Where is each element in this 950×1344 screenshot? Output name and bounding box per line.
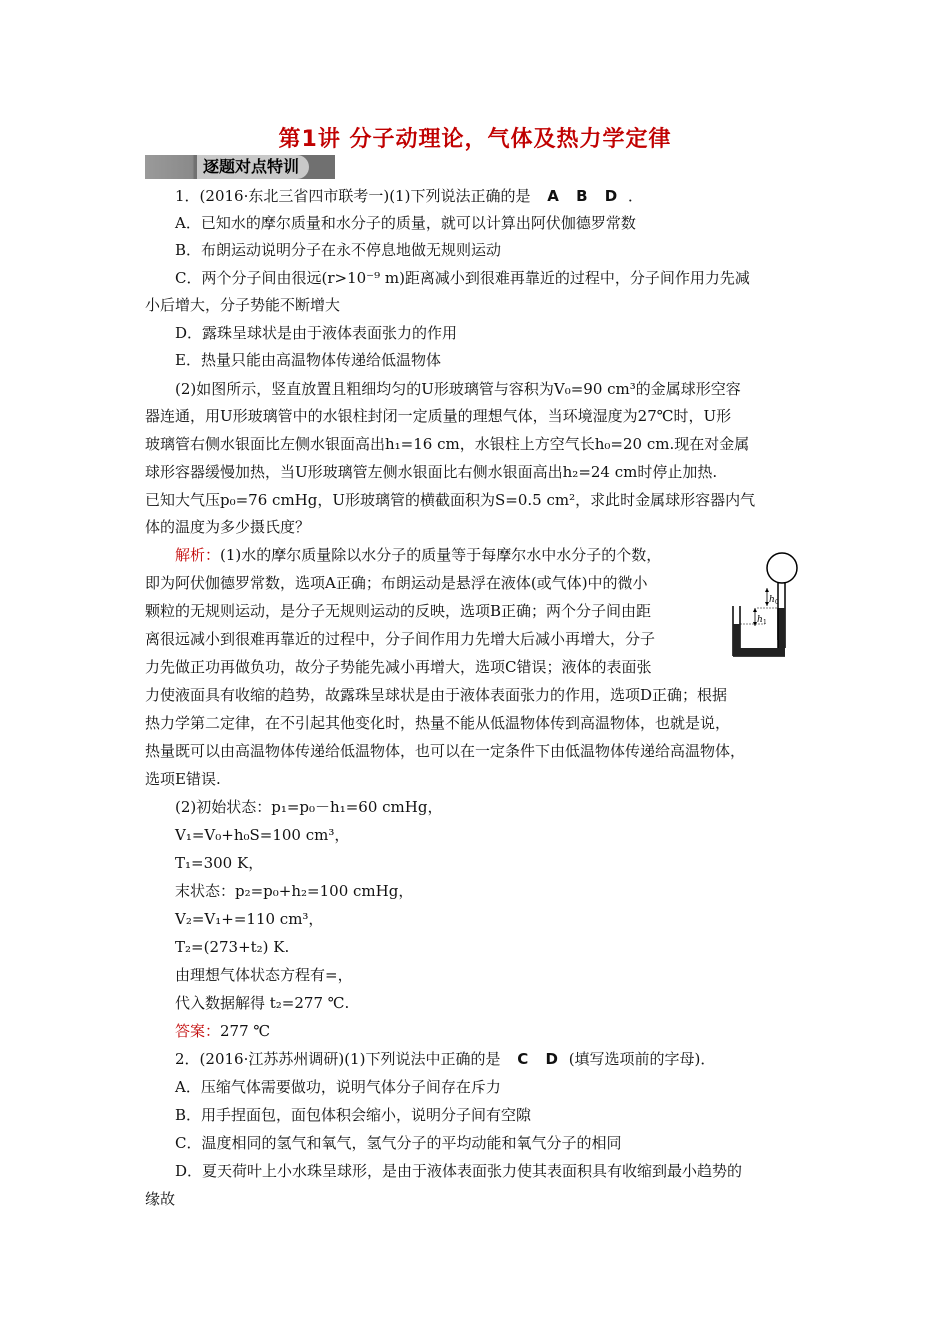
q1-part2-line2: 器连通，用U形玻璃管中的水银柱封闭一定质量的理想气体，当环境湿度为27℃时，U形 xyxy=(145,407,732,425)
q1-part2-line3: 玻璃管右侧水银面比左侧水银面高出h₁=16 cm，水银柱上方空气长h₀=20 cm.现在对金属 xyxy=(145,435,750,453)
svg-text:1: 1 xyxy=(763,619,767,626)
q1-stem xyxy=(175,186,643,206)
q1-option-b: B．布朗运动说明分子在永不停息地做无规则运动 xyxy=(175,241,502,259)
solution-line6: T₂=(273+t₂) K. xyxy=(175,938,290,956)
q1-part2-line6: 体的温度为多少摄氏度？ xyxy=(145,518,311,536)
svg-text:0: 0 xyxy=(775,599,779,606)
q2-stem-text: 2．(2016·江苏苏州调研)(1)下列说法中正确的是 xyxy=(175,1050,501,1068)
q1-answer: A B D xyxy=(547,187,624,205)
analysis-line2: 即为阿伏伽德罗常数，选项A正确；布朗运动是悬浮在液体(或气体)中的微小 xyxy=(145,574,648,592)
solution-line3: T₁=300 K， xyxy=(175,854,264,872)
solution-line5: V₂=V₁+=110 cm³， xyxy=(175,910,324,928)
analysis-line5: 力先做正功再做负功，故分子势能先减小再增大，选项C错误；液体的表面张 xyxy=(145,658,652,676)
q2-option-a: A．压缩气体需要做功，说明气体分子间存在斥力 xyxy=(175,1078,501,1096)
analysis-line1 xyxy=(175,545,661,565)
banner-label: 逐题对点特训 xyxy=(197,155,309,179)
analysis-line4: 离很远减小到很难再靠近的过程中，分子间作用力先增大后减小再增大，分子 xyxy=(145,630,656,648)
mercury-right xyxy=(778,608,785,656)
h0-label: h xyxy=(769,595,775,605)
q1-option-a: A．已知水的摩尔质量和水分子的质量，就可以计算出阿伏伽德罗常数 xyxy=(175,214,636,232)
q2-option-d: D．夏天荷叶上小水珠呈球形，是由于液体表面张力使其表面积具有收缩到最小趋势的 xyxy=(175,1162,743,1180)
analysis-label: 解析： xyxy=(175,546,221,564)
mercury-bottom xyxy=(733,648,785,656)
q2-stem-end: (填写选项前的字母)． xyxy=(568,1050,716,1068)
solution-line4: 末状态：p₂=p₀+h₂=100 cmHg， xyxy=(175,882,414,900)
analysis-text: (1)水的摩尔质量除以水分子的质量等于每摩尔水中水分子的个数， xyxy=(220,546,662,564)
section-banner xyxy=(145,155,345,179)
analysis-line9: 选项E错误. xyxy=(145,770,221,788)
analysis-line7: 热力学第二定律，在不引起其他变化时，热量不能从低温物体传到高温物体，也就是说， xyxy=(145,714,731,732)
solution-line7: 由理想气体状态方程有=， xyxy=(175,966,353,984)
q2-option-b: B．用手捏面包，面包体积会缩小，说明分子间有空隙 xyxy=(175,1106,532,1124)
q2-answer: C D xyxy=(517,1050,564,1068)
solution-line2: V₁=V₀+h₀S=100 cm³， xyxy=(175,826,350,844)
q1-stem-text: 1．(2016·东北三省四市联考一)(1)下列说法正确的是 xyxy=(175,187,531,205)
q1-stem-end: ． xyxy=(627,187,643,205)
h1-label: h xyxy=(757,615,763,625)
solution-line8: 代入数据解得 t₂=277 ℃. xyxy=(175,994,350,1012)
q1-part2-line1: (2)如图所示，竖直放置且粗细均匀的U形玻璃管与容积为V₀=90 cm³的金属球形空容 xyxy=(175,380,741,398)
q1-part2-line5: 已知大气压p₀=76 cmHg，U形玻璃管的横截面积为S=0.5 cm²，求此时金属球形容器内气 xyxy=(145,491,756,509)
answer-label: 答案： xyxy=(175,1022,221,1040)
q2-stem xyxy=(175,1049,715,1069)
q1-part2-line4: 球形容器缓慢加热，当U形玻璃管左侧水银面比右侧水银面高出h₂=24 cm时停止加热. xyxy=(145,463,718,481)
analysis-line8: 热量既可以由高温物体传递给低温物体，也可以在一定条件下由低温物体传递给高温物体， xyxy=(145,742,746,760)
analysis-line3: 颗粒的无规则运动，是分子无规则运动的反映，选项B正确；两个分子间由距 xyxy=(145,602,652,620)
metal-sphere xyxy=(767,553,797,583)
q2-option-d-cont: 缘故 xyxy=(145,1190,176,1208)
q1-option-e: E．热量只能由高温物体传递给低温物体 xyxy=(175,351,441,369)
page-title: 第1讲 分子动理论，气体及热力学定律 xyxy=(278,127,672,152)
q1-option-c: C．两个分子间由很远(r>10⁻⁹ m)距离减小到很难再靠近的过程中，分子间作用力先减 xyxy=(175,269,750,287)
mercury-left xyxy=(733,624,740,656)
q1-option-c-cont: 小后增大，分子势能不断增大 xyxy=(145,296,341,314)
q2-option-c: C．温度相同的氢气和氧气，氢气分子的平均动能和氧气分子的相同 xyxy=(175,1134,622,1152)
answer-value: 277 ℃ xyxy=(220,1022,271,1040)
answer-line xyxy=(175,1021,270,1041)
analysis-line6: 力使液面具有收缩的趋势，故露珠呈球状是由于液体表面张力的作用，选项D正确；根据 xyxy=(145,686,728,704)
q1-option-d: D．露珠呈球状是由于液体表面张力的作用 xyxy=(175,324,458,342)
solution-line1: (2)初始状态：p₁=p₀－h₁=60 cmHg， xyxy=(175,798,443,816)
u-tube-diagram xyxy=(725,548,805,666)
